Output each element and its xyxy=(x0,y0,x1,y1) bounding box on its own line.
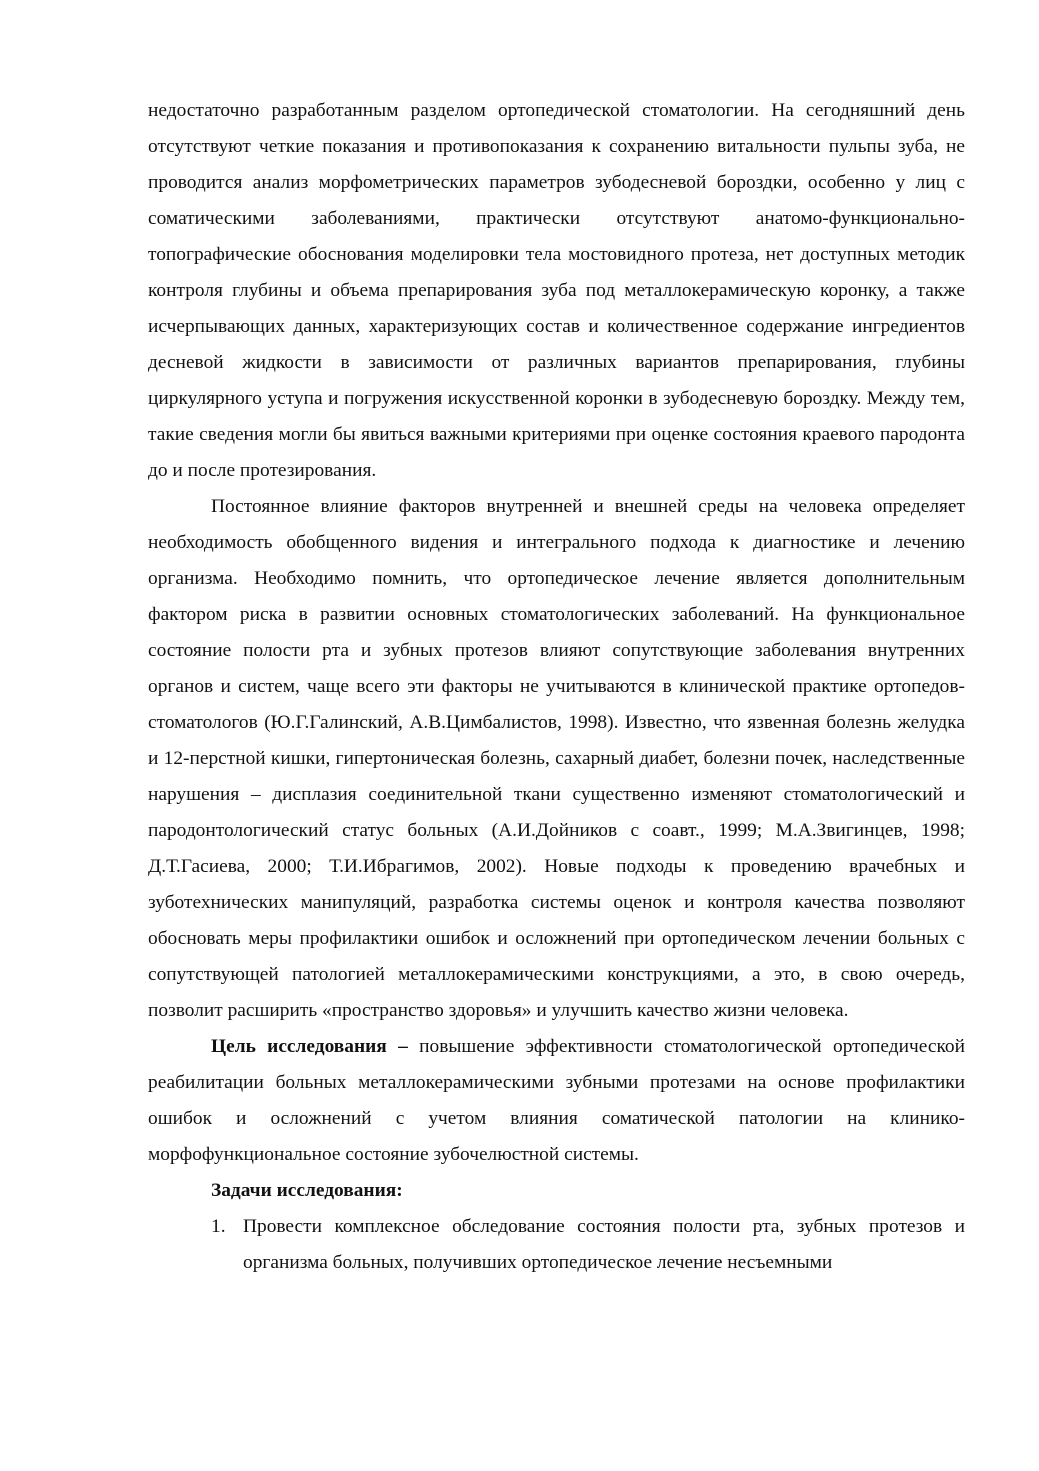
goal-text: повышение эффективности стоматологической ортопедической реабилитации больных металлокерамическими зубными протезами на основе профилактики ошибок и осложнений с учетом влияния соматической патологии на клинико-морфофункциональное состояние зубочелюстной системы. xyxy=(148,1036,965,1165)
document-page xyxy=(148,93,965,1281)
goal-label: Цель исследования – xyxy=(211,1036,408,1057)
tasks-heading: Задачи исследования: xyxy=(211,1180,403,1201)
paragraph-intro-continuation: недостаточно разработанным разделом ортопедической стоматологии. На сегодняшний день отсутствуют четкие показания и противопоказания к сохранению витальности пульпы зуба, не проводится анализ морфометрических параметров зубодесневой бороздки, особенно у лиц с соматическими заболеваниями, практически отсутствуют анатомо-функционально-топографические обоснования моделировки тела мостовидного протеза, нет доступных методик контроля глубины и объема препарирования зуба под металлокерамическую коронку, а также исчерпывающих данных, характеризующих состав и количественное содержание ингредиентов десневой жидкости в зависимости от различных вариантов препарирования, глубины циркулярного уступа и погружения искусственной коронки в зубодесневую бороздку. Между тем, такие сведения могли бы явиться важными критериями при оценке состояния краевого пародонта до и после протезирования. xyxy=(148,100,965,481)
task-list xyxy=(148,1209,965,1281)
paragraph-background: Постоянное влияние факторов внутренней и внешней среды на человека определяет необходимость обобщенного видения и интегрального подхода к диагностике и лечению организма. Необходимо помнить, что ортопедическое лечение является дополнительным фактором риска в развитии основных стоматологических заболеваний. На функциональное состояние полости рта и зубных протезов влияют сопутствующие заболевания внутренних органов и систем, чаще всего эти факторы не учитываются в клинической практике ортопедов-стоматологов (Ю.Г.Галинский, А.В.Цимбалистов, 1998). Известно, что язвенная болезнь желудка и 12-перстной кишки, гипертоническая болезнь, сахарный диабет, болезни почек, наследственные нарушения – дисплазия соединительной ткани существенно изменяют стоматологический и пародонтологический статус больных (А.И.Дойников с соавт., 1999; М.А.Звигинцев, 1998; Д.Т.Гасиева, 2000; Т.И.Ибрагимов, 2002). Новые подходы к проведению врачебных и зуботехнических манипуляций, разработка системы оценок и контроля качества позволяют обосновать меры профилактики ошибок и осложнений при ортопедическом лечении больных с сопутствующей патологией металлокерамическими конструкциями, а это, в свою очередь, позволит расширить «пространство здоровья» и улучшить качество жизни человека. xyxy=(148,496,965,1021)
paragraph-goal xyxy=(148,1029,965,1173)
task-text: Провести комплексное обследование состояния полости рта, зубных протезов и организма больных, получивших ортопедическое лечение несъемными xyxy=(243,1216,965,1273)
task-item-1 xyxy=(148,1209,965,1281)
task-number: 1. xyxy=(211,1216,226,1237)
